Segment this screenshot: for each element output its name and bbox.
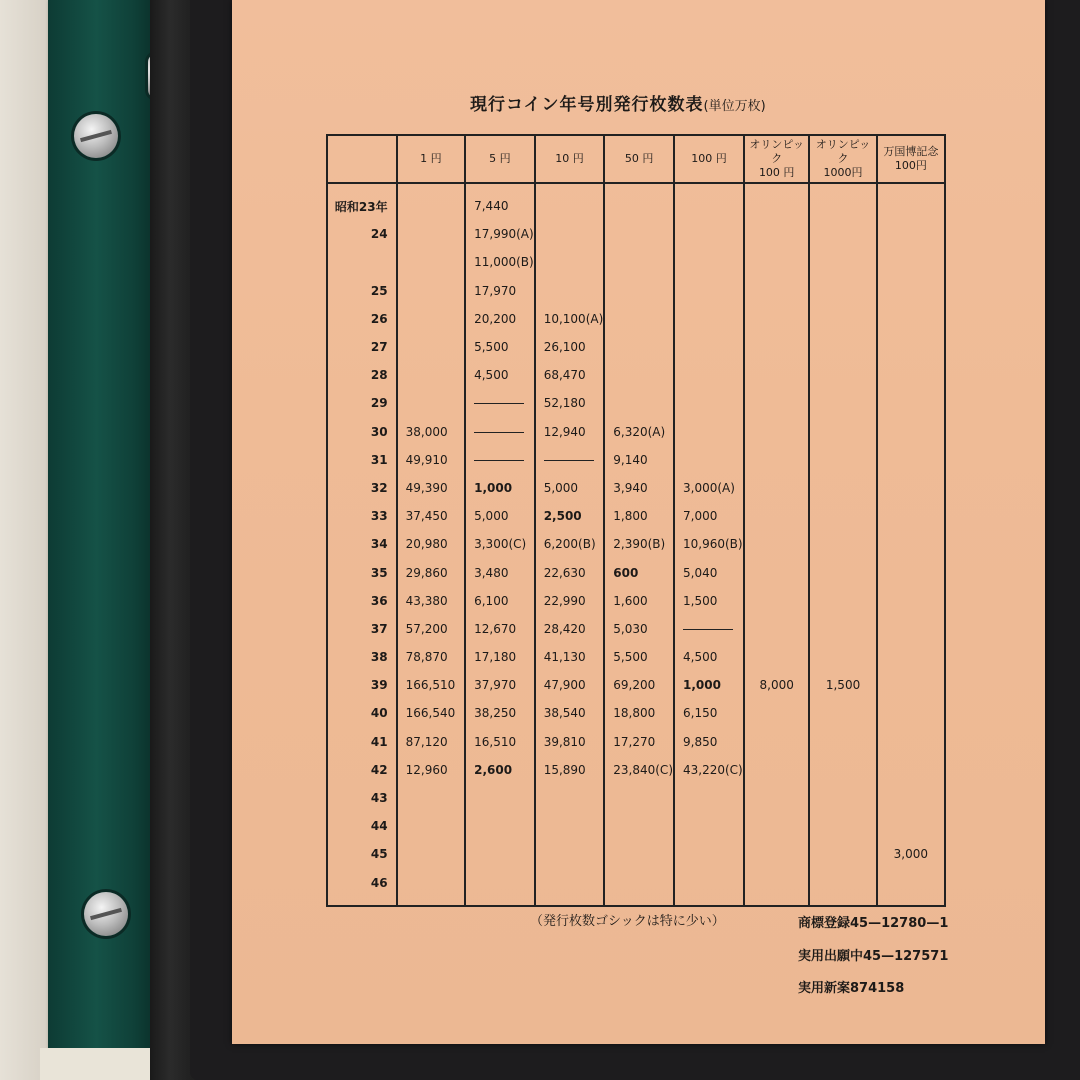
mintage-cell — [877, 502, 945, 530]
column-header — [327, 135, 397, 183]
mintage-cell — [604, 812, 674, 840]
year-cell: 42 — [327, 756, 397, 784]
table-row — [327, 530, 945, 558]
table-row — [327, 840, 945, 868]
none-dash — [474, 460, 524, 461]
mintage-cell — [809, 220, 876, 248]
footnote: （発行枚数ゴシックは特に少い） — [530, 914, 725, 929]
table-row — [327, 812, 945, 840]
mintage-cell: 6,150 — [674, 699, 744, 727]
table-row — [327, 728, 945, 756]
year-cell — [327, 248, 397, 276]
mintage-cell — [397, 183, 466, 220]
mintage-cell — [465, 812, 535, 840]
year-cell: 36 — [327, 587, 397, 615]
mintage-cell — [744, 869, 809, 906]
mintage-cell: 6,200(B) — [535, 530, 605, 558]
mintage-cell — [535, 183, 605, 220]
mintage-cell — [744, 840, 809, 868]
mintage-cell: 600 — [604, 558, 674, 586]
mintage-cell — [744, 220, 809, 248]
mintage-cell — [397, 389, 466, 417]
year-cell: 41 — [327, 728, 397, 756]
mintage-cell — [535, 840, 605, 868]
mintage-cell: 12,670 — [465, 615, 535, 643]
mintage-cell: 17,180 — [465, 643, 535, 671]
mintage-cell — [744, 756, 809, 784]
mintage-cell — [809, 389, 876, 417]
mintage-cell — [744, 728, 809, 756]
mintage-cell — [674, 446, 744, 474]
mintage-cell: 37,450 — [397, 502, 466, 530]
mintage-cell — [877, 530, 945, 558]
column-header: 50 円 — [604, 135, 674, 183]
mintage-cell: 1,600 — [604, 587, 674, 615]
year-cell: 43 — [327, 784, 397, 812]
year-cell: 25 — [327, 277, 397, 305]
mintage-cell: 17,990(A) — [465, 220, 535, 248]
table-row — [327, 474, 945, 502]
mintage-cell: 41,130 — [535, 643, 605, 671]
mintage-cell — [397, 361, 466, 389]
page-stack-edge — [40, 1048, 160, 1080]
mintage-cell: 1,800 — [604, 502, 674, 530]
mintage-cell — [809, 615, 876, 643]
mintage-cell — [535, 248, 605, 276]
mintage-cell — [604, 220, 674, 248]
mintage-cell: 78,870 — [397, 643, 466, 671]
mintage-cell — [744, 643, 809, 671]
table-header-row — [327, 135, 945, 183]
mintage-cell: 38,000 — [397, 418, 466, 446]
mintage-cell: 11,000(B) — [465, 248, 535, 276]
mintage-cell: 6,100 — [465, 587, 535, 615]
none-dash — [544, 460, 594, 461]
column-header: 5 円 — [465, 135, 535, 183]
mintage-cell — [674, 615, 744, 643]
table-row — [327, 756, 945, 784]
year-cell: 37 — [327, 615, 397, 643]
mintage-cell — [535, 812, 605, 840]
table-row — [327, 558, 945, 586]
mintage-cell: 5,000 — [535, 474, 605, 502]
mintage-cell — [744, 474, 809, 502]
mintage-cell: 3,000(A) — [674, 474, 744, 502]
trademark-registration: 商標登録45—12780—1 — [798, 916, 949, 931]
year-cell: 26 — [327, 305, 397, 333]
mintage-cell — [877, 699, 945, 727]
mintage-cell: 17,970 — [465, 277, 535, 305]
column-header: 100 円 — [674, 135, 744, 183]
mintage-cell — [604, 248, 674, 276]
year-cell: 昭和23年 — [327, 183, 397, 220]
mintage-cell — [674, 784, 744, 812]
mintage-cell: 4,500 — [674, 643, 744, 671]
mintage-cell — [809, 558, 876, 586]
mintage-cell — [465, 418, 535, 446]
table-row — [327, 643, 945, 671]
mintage-cell — [604, 389, 674, 417]
mintage-cell — [744, 361, 809, 389]
mintage-cell — [744, 784, 809, 812]
mintage-cell: 43,220(C) — [674, 756, 744, 784]
mintage-cell — [397, 248, 466, 276]
mintage-cell — [809, 248, 876, 276]
column-header: オリンピック 1000円 — [809, 135, 876, 183]
mintage-cell — [465, 784, 535, 812]
mintage-cell — [809, 474, 876, 502]
mintage-cell — [877, 812, 945, 840]
mintage-cell — [674, 840, 744, 868]
mintage-cell — [809, 418, 876, 446]
mintage-cell — [877, 615, 945, 643]
mintage-cell: 5,000 — [465, 502, 535, 530]
mintage-cell: 87,120 — [397, 728, 466, 756]
mintage-cell — [877, 248, 945, 276]
mintage-cell: 3,000 — [877, 840, 945, 868]
mintage-cell: 1,000 — [465, 474, 535, 502]
mintage-cell: 47,900 — [535, 671, 605, 699]
table-row — [327, 248, 945, 276]
mintage-cell — [744, 277, 809, 305]
mintage-cell — [877, 869, 945, 906]
mintage-cell — [744, 615, 809, 643]
year-cell: 34 — [327, 530, 397, 558]
coin-mintage-table — [326, 134, 946, 907]
utility-application: 実用出願中45—127571 — [798, 949, 949, 964]
mintage-cell: 57,200 — [397, 615, 466, 643]
mintage-cell — [877, 756, 945, 784]
mintage-cell: 69,200 — [604, 671, 674, 699]
utility-model: 実用新案874158 — [798, 981, 905, 996]
mintage-cell: 28,420 — [535, 615, 605, 643]
unit-text: (単位万枚) — [703, 99, 766, 114]
title-text: 現行コイン年号別発行枚数表 — [470, 95, 704, 115]
table-row — [327, 784, 945, 812]
column-header: 1 円 — [397, 135, 466, 183]
mintage-cell — [397, 220, 466, 248]
year-cell: 40 — [327, 699, 397, 727]
none-dash — [474, 403, 524, 404]
mintage-cell: 20,980 — [397, 530, 466, 558]
mintage-cell: 39,810 — [535, 728, 605, 756]
mintage-cell — [877, 389, 945, 417]
mintage-cell — [809, 587, 876, 615]
mintage-cell — [604, 277, 674, 305]
mintage-cell — [465, 389, 535, 417]
mintage-cell — [397, 305, 466, 333]
mintage-cell: 5,040 — [674, 558, 744, 586]
mintage-cell — [744, 558, 809, 586]
table-row — [327, 615, 945, 643]
year-cell: 44 — [327, 812, 397, 840]
none-dash — [683, 629, 733, 630]
table-row — [327, 502, 945, 530]
mintage-cell — [465, 840, 535, 868]
mintage-cell — [809, 361, 876, 389]
mintage-cell — [535, 784, 605, 812]
mintage-cell — [877, 183, 945, 220]
table-row — [327, 869, 945, 906]
mintage-cell — [535, 869, 605, 906]
mintage-cell — [674, 812, 744, 840]
mintage-cell — [604, 333, 674, 361]
mintage-cell — [674, 220, 744, 248]
mintage-cell — [877, 361, 945, 389]
year-cell: 33 — [327, 502, 397, 530]
year-cell: 28 — [327, 361, 397, 389]
mintage-cell: 3,940 — [604, 474, 674, 502]
mintage-cell: 49,910 — [397, 446, 466, 474]
mintage-cell: 6,320(A) — [604, 418, 674, 446]
mintage-cell — [809, 756, 876, 784]
mintage-cell — [397, 784, 466, 812]
mintage-cell: 26,100 — [535, 333, 605, 361]
year-cell: 38 — [327, 643, 397, 671]
mintage-cell: 23,840(C) — [604, 756, 674, 784]
year-cell: 29 — [327, 389, 397, 417]
mintage-cell: 37,970 — [465, 671, 535, 699]
year-cell: 35 — [327, 558, 397, 586]
mintage-cell: 1,500 — [809, 671, 876, 699]
mintage-cell — [744, 389, 809, 417]
mintage-cell — [397, 333, 466, 361]
table-row — [327, 183, 945, 220]
table-row — [327, 277, 945, 305]
table-row — [327, 446, 945, 474]
mintage-cell — [674, 277, 744, 305]
mintage-cell — [397, 840, 466, 868]
mintage-cell: 10,100(A) — [535, 305, 605, 333]
mintage-cell: 9,140 — [604, 446, 674, 474]
mintage-cell: 20,200 — [465, 305, 535, 333]
mintage-cell — [809, 728, 876, 756]
mintage-cell — [604, 840, 674, 868]
mintage-cell — [744, 333, 809, 361]
mintage-cell: 5,500 — [465, 333, 535, 361]
table-row — [327, 333, 945, 361]
mintage-cell — [674, 361, 744, 389]
table-row — [327, 389, 945, 417]
mintage-cell: 22,630 — [535, 558, 605, 586]
mintage-cell: 2,390(B) — [604, 530, 674, 558]
mintage-cell: 1,000 — [674, 671, 744, 699]
mintage-cell — [809, 840, 876, 868]
mintage-cell — [744, 587, 809, 615]
mintage-cell — [397, 812, 466, 840]
mintage-cell — [744, 418, 809, 446]
mintage-cell: 68,470 — [535, 361, 605, 389]
mintage-cell — [809, 183, 876, 220]
table-row — [327, 587, 945, 615]
mintage-cell: 166,540 — [397, 699, 466, 727]
mintage-cell — [877, 446, 945, 474]
mintage-cell: 5,030 — [604, 615, 674, 643]
mintage-cell: 3,480 — [465, 558, 535, 586]
mintage-cell — [744, 502, 809, 530]
mintage-cell — [674, 305, 744, 333]
mintage-cell — [877, 277, 945, 305]
mintage-cell: 10,960(B) — [674, 530, 744, 558]
table-row — [327, 418, 945, 446]
table-row — [327, 699, 945, 727]
mintage-cell — [674, 418, 744, 446]
mintage-cell: 49,390 — [397, 474, 466, 502]
mintage-cell: 52,180 — [535, 389, 605, 417]
mintage-cell: 7,000 — [674, 502, 744, 530]
mintage-cell: 38,250 — [465, 699, 535, 727]
mintage-cell: 4,500 — [465, 361, 535, 389]
mintage-cell — [604, 183, 674, 220]
mintage-cell — [809, 277, 876, 305]
mintage-cell — [674, 248, 744, 276]
mintage-cell — [604, 869, 674, 906]
mintage-cell: 17,270 — [604, 728, 674, 756]
mintage-cell — [877, 305, 945, 333]
table-row — [327, 220, 945, 248]
year-cell: 27 — [327, 333, 397, 361]
table-row — [327, 671, 945, 699]
year-cell: 46 — [327, 869, 397, 906]
mintage-cell — [674, 389, 744, 417]
mintage-cell: 5,500 — [604, 643, 674, 671]
mintage-cell: 16,510 — [465, 728, 535, 756]
mintage-cell — [604, 305, 674, 333]
mintage-cell — [877, 474, 945, 502]
mintage-cell: 12,960 — [397, 756, 466, 784]
mintage-cell: 166,510 — [397, 671, 466, 699]
mintage-cell — [674, 183, 744, 220]
mintage-cell — [877, 728, 945, 756]
mintage-cell — [809, 812, 876, 840]
binder-screw-icon — [74, 114, 118, 158]
mintage-cell — [877, 333, 945, 361]
mintage-cell — [809, 643, 876, 671]
mintage-cell — [744, 699, 809, 727]
year-cell: 24 — [327, 220, 397, 248]
mintage-cell: 1,500 — [674, 587, 744, 615]
table-row — [327, 361, 945, 389]
mintage-cell: 38,540 — [535, 699, 605, 727]
mintage-cell — [744, 305, 809, 333]
column-header: オリンピック 100 円 — [744, 135, 809, 183]
mintage-cell — [809, 333, 876, 361]
year-cell: 39 — [327, 671, 397, 699]
mintage-cell: 29,860 — [397, 558, 466, 586]
year-cell: 31 — [327, 446, 397, 474]
mintage-cell: 22,990 — [535, 587, 605, 615]
year-cell: 45 — [327, 840, 397, 868]
mintage-cell — [744, 183, 809, 220]
mintage-cell — [877, 418, 945, 446]
page-title — [470, 90, 766, 115]
mintage-cell — [744, 446, 809, 474]
mintage-cell — [535, 277, 605, 305]
mintage-cell: 2,500 — [535, 502, 605, 530]
mintage-cell — [744, 812, 809, 840]
mintage-cell — [674, 869, 744, 906]
mintage-cell — [809, 502, 876, 530]
mintage-cell — [535, 446, 605, 474]
mintage-cell — [674, 333, 744, 361]
mintage-cell — [809, 699, 876, 727]
mintage-cell — [809, 446, 876, 474]
mintage-cell — [877, 587, 945, 615]
mintage-cell — [465, 869, 535, 906]
mintage-cell — [744, 248, 809, 276]
mintage-cell: 3,300(C) — [465, 530, 535, 558]
mintage-cell — [809, 869, 876, 906]
mintage-cell — [877, 784, 945, 812]
table-body — [327, 183, 945, 906]
mintage-cell — [397, 869, 466, 906]
column-header: 万国博記念 100円 — [877, 135, 945, 183]
mintage-cell — [877, 220, 945, 248]
none-dash — [474, 432, 524, 433]
mintage-cell — [397, 277, 466, 305]
mintage-cell: 2,600 — [465, 756, 535, 784]
mintage-cell — [744, 530, 809, 558]
mintage-cell — [465, 446, 535, 474]
mintage-cell — [877, 643, 945, 671]
table-row — [327, 305, 945, 333]
mintage-cell — [604, 784, 674, 812]
mintage-cell: 12,940 — [535, 418, 605, 446]
mintage-cell: 18,800 — [604, 699, 674, 727]
mintage-cell: 7,440 — [465, 183, 535, 220]
year-cell: 32 — [327, 474, 397, 502]
mintage-cell: 8,000 — [744, 671, 809, 699]
mintage-cell: 15,890 — [535, 756, 605, 784]
binder-screw-icon — [84, 892, 128, 936]
mintage-cell — [535, 220, 605, 248]
mintage-cell — [877, 671, 945, 699]
mintage-cell — [809, 530, 876, 558]
mintage-cell: 9,850 — [674, 728, 744, 756]
mintage-cell — [809, 784, 876, 812]
mintage-cell: 43,380 — [397, 587, 466, 615]
column-header: 10 円 — [535, 135, 605, 183]
mintage-cell — [809, 305, 876, 333]
mintage-cell — [877, 558, 945, 586]
year-cell: 30 — [327, 418, 397, 446]
mintage-cell — [604, 361, 674, 389]
